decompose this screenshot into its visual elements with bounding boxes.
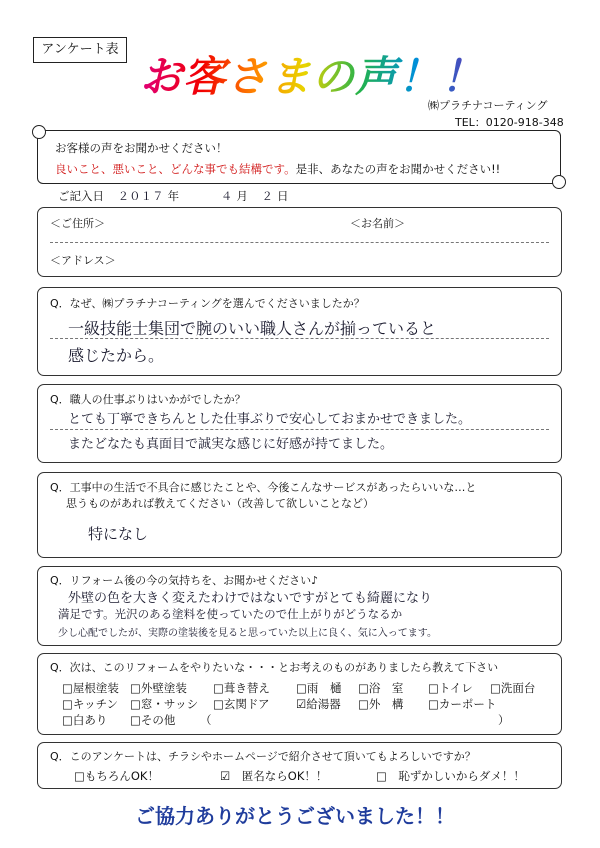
intro-line-2 <box>55 161 500 177</box>
intro-line-1: お客様の声をお聞かせください！ <box>55 141 228 155</box>
address-label: ＜ご住所＞ <box>50 217 105 230</box>
phone-number: TEL：0120-918-348 <box>455 116 564 129</box>
intro-banner <box>37 130 561 184</box>
answer-line: 一級技能士集団で腕のいい職人さんが揃っていると <box>68 319 437 338</box>
option-no[interactable]: □ 恥ずかしいからダメ！！ <box>376 769 525 783</box>
name-label: ＜お名前＞ <box>350 217 405 230</box>
question-text: Q．なぜ、㈱プラチナコーティングを選んでくださいましたか？ <box>50 297 365 310</box>
option-reroof[interactable]: □葺き替え <box>213 681 270 695</box>
option-ok[interactable]: □もちろんOK！ <box>74 769 159 783</box>
option-toilet[interactable]: □トイレ <box>428 681 473 695</box>
question-box-5 <box>37 653 562 735</box>
question-box-1 <box>37 287 562 376</box>
question-text: Q．工事中の生活で不具合に感じたことや、今後こんなサービスがあったらいいな…と <box>50 481 477 494</box>
answer-line: またどなたも真面目で誠実な感じに好感が持てました。 <box>68 437 394 452</box>
option-termite[interactable]: □白あり <box>62 713 108 727</box>
question-text: Q．職人の仕事ぶりはいかがでしたか？ <box>50 393 246 406</box>
entry-date <box>58 188 288 204</box>
option-other[interactable]: □その他 <box>130 713 176 727</box>
intro-black-text: 是非、あなたの声をお聞かせください!! <box>295 162 501 176</box>
date-month: ４ <box>220 189 233 203</box>
option-carport[interactable]: □カーポート <box>428 697 497 711</box>
date-day-unit: 日 <box>276 189 289 203</box>
question-text-cont: 思うものがあれば教えてください（改善して欲しいことなど） <box>66 497 374 510</box>
answer-line: 満足です。光沢のある塗料を使っていたので仕上がりがどうなるか <box>58 607 403 621</box>
answer-line: 特になし <box>88 525 149 543</box>
option-wall-paint[interactable]: □外壁塗装 <box>130 681 187 695</box>
option-front-door[interactable]: □玄関ドア <box>213 697 270 711</box>
scroll-curl-icon <box>32 125 46 139</box>
date-month-unit: 月 <box>236 189 248 203</box>
divider <box>50 429 549 430</box>
answer-line: とても丁寧できちんとした仕事ぶりで安心しておまかせできました。 <box>68 412 472 427</box>
question-box-3 <box>37 472 562 558</box>
scroll-curl-icon <box>552 175 566 189</box>
date-year: ２０１７ <box>117 189 164 203</box>
email-label: ＜アドレス＞ <box>50 254 116 267</box>
option-window-sash[interactable]: □窓・サッシ <box>130 697 199 711</box>
question-box-2 <box>37 384 562 463</box>
question-box-6 <box>37 742 562 789</box>
answer-line: 感じたから。 <box>68 346 165 365</box>
question-text: Q．リフォーム後の今の気持ちを、お聞かせください♪ <box>50 574 319 587</box>
option-washbasin[interactable]: □洗面台 <box>490 681 536 695</box>
date-label: ご記入日 <box>58 189 104 203</box>
divider <box>50 242 549 243</box>
other-paren-close: ） <box>498 713 510 727</box>
option-bathroom[interactable]: □浴 室 <box>358 681 404 695</box>
date-day: ２ <box>261 189 273 203</box>
option-water-heater[interactable]: ☑給湯器 <box>296 697 341 711</box>
date-year-unit: 年 <box>167 189 180 203</box>
option-gutter[interactable]: □雨 樋 <box>296 681 342 695</box>
option-kitchen[interactable]: □キッチン <box>62 697 119 711</box>
thanks-message: ご協力ありがとうございました！！ <box>135 804 455 828</box>
page-title: お客さまの声！！ <box>140 44 484 104</box>
question-text: Q．このアンケートは、チラシやホームページで紹介させて頂いてもよろしいですか？ <box>50 750 476 763</box>
company-name: ㈱プラチナコーティング <box>428 99 548 112</box>
answer-line: 外壁の色を大きく変えたわけではないですがとても綺麗になり <box>68 591 433 606</box>
option-roof-paint[interactable]: □屋根塗装 <box>62 681 119 695</box>
form-tag: アンケート表 <box>33 37 127 63</box>
answer-line: 少し心配でしたが、実際の塗装後を見ると思っていた以上に良く、気に入ってます。 <box>58 628 437 639</box>
option-anonymous-ok[interactable]: ☑ 匿名ならOK！！ <box>220 769 328 783</box>
option-exterior[interactable]: □外 構 <box>358 697 404 711</box>
question-text: Q．次は、このリフォームをやりたいな・・・とお考えのものがありましたら教えて下さい <box>50 661 499 674</box>
customer-info-box <box>37 207 562 277</box>
intro-red-text: 良いこと、悪いこと、どんな事でも結構です。 <box>55 162 296 176</box>
other-paren-open: （ <box>200 713 212 727</box>
question-box-4 <box>37 566 562 646</box>
